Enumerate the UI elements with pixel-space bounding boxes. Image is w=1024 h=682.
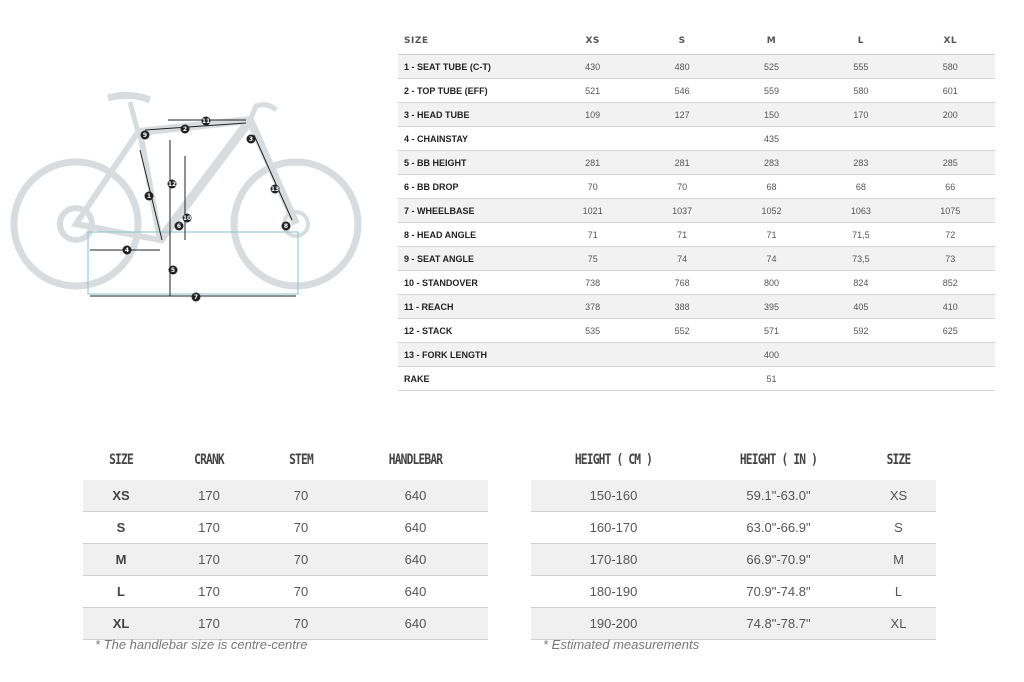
geometry-row-label: 7 - WHEELBASE	[398, 199, 548, 223]
geometry-row	[398, 295, 995, 319]
height-cell: 160-170	[531, 512, 696, 544]
geometry-row	[398, 319, 995, 343]
geometry-header-l: L	[816, 28, 905, 55]
height-header-size: SIZE	[886, 452, 911, 468]
geometry-row-label: 3 - HEAD TUBE	[398, 103, 548, 127]
marker-3	[247, 135, 256, 144]
geometry-cell	[906, 343, 995, 367]
components-cell: 640	[343, 512, 488, 544]
geometry-row-label: 5 - BB HEIGHT	[398, 151, 548, 175]
geometry-cell: 852	[906, 271, 995, 295]
geometry-row	[398, 223, 995, 247]
geometry-cell: 559	[727, 79, 816, 103]
geometry-header-size: SIZE	[398, 28, 548, 55]
svg-text:10: 10	[182, 215, 192, 222]
geometry-cell	[637, 343, 726, 367]
geometry-cell: 430	[548, 55, 637, 79]
marker-5	[169, 266, 178, 275]
height-header-cm: HEIGHT ( CM )	[574, 452, 653, 468]
geometry-row-label: 11 - REACH	[398, 295, 548, 319]
geometry-row-label: 10 - STANDOVER	[398, 271, 548, 295]
geometry-cell: 73	[906, 247, 995, 271]
components-row	[83, 544, 488, 576]
svg-text:4: 4	[124, 247, 130, 254]
geometry-cell: 800	[727, 271, 816, 295]
geometry-cell: 378	[548, 295, 637, 319]
geometry-cell: 625	[906, 319, 995, 343]
geometry-cell: 768	[637, 271, 726, 295]
svg-text:5: 5	[170, 267, 176, 274]
marker-9	[141, 131, 150, 140]
height-cell: 66.9"-70.9"	[696, 544, 861, 576]
components-cell: 640	[343, 480, 488, 512]
geometry-row	[398, 175, 995, 199]
geometry-cell: 580	[816, 79, 905, 103]
geometry-cell	[637, 367, 726, 391]
components-cell: 70	[259, 544, 343, 576]
geometry-cell: 68	[816, 175, 905, 199]
geometry-cell	[548, 343, 637, 367]
geometry-cell: 405	[816, 295, 905, 319]
geometry-cell: 200	[906, 103, 995, 127]
svg-text:1: 1	[146, 193, 152, 200]
geometry-row	[398, 199, 995, 223]
geometry-row	[398, 367, 995, 391]
geometry-cell: 824	[816, 271, 905, 295]
geometry-cell: 71,5	[816, 223, 905, 247]
frame-rear	[76, 132, 160, 240]
geometry-row-label: 1 - SEAT TUBE (C-T)	[398, 55, 548, 79]
geometry-cell	[637, 127, 726, 151]
components-cell: 170	[159, 480, 259, 512]
geometry-cell: 525	[727, 55, 816, 79]
svg-text:9: 9	[142, 132, 148, 139]
components-cell: XL	[83, 608, 159, 640]
geometry-cell: 71	[637, 223, 726, 247]
height-row	[531, 480, 936, 512]
geometry-cell: 109	[548, 103, 637, 127]
geometry-row	[398, 247, 995, 271]
components-cell: 70	[259, 576, 343, 608]
geometry-header-m: M	[727, 28, 816, 55]
svg-text:7: 7	[193, 294, 199, 301]
geometry-cell: 285	[906, 151, 995, 175]
geometry-cell: 150	[727, 103, 816, 127]
components-header-stem: STEM	[289, 452, 313, 468]
height-row	[531, 544, 936, 576]
height-cell: M	[861, 544, 936, 576]
geometry-cell: 1063	[816, 199, 905, 223]
geometry-row	[398, 79, 995, 103]
geometry-row-label: 6 - BB DROP	[398, 175, 548, 199]
geometry-row	[398, 55, 995, 79]
svg-text:8: 8	[283, 223, 289, 230]
components-row	[83, 512, 488, 544]
geometry-row-label: 8 - HEAD ANGLE	[398, 223, 548, 247]
height-cell: L	[861, 576, 936, 608]
geometry-cell: 480	[637, 55, 726, 79]
geometry-cell: 601	[906, 79, 995, 103]
components-cell: 640	[343, 544, 488, 576]
svg-text:12: 12	[167, 181, 177, 188]
components-cell: 170	[159, 608, 259, 640]
geometry-cell: 283	[727, 151, 816, 175]
geometry-cell: 281	[548, 151, 637, 175]
components-table	[83, 440, 488, 640]
geometry-cell: 738	[548, 271, 637, 295]
height-cell: 180-190	[531, 576, 696, 608]
geometry-row-label: 2 - TOP TUBE (EFF)	[398, 79, 548, 103]
height-row	[531, 576, 936, 608]
marker-2	[181, 125, 190, 134]
components-cell: 170	[159, 544, 259, 576]
geometry-row-label: RAKE	[398, 367, 548, 391]
geometry-cell: 170	[816, 103, 905, 127]
components-cell: S	[83, 512, 159, 544]
geometry-cell: 73,5	[816, 247, 905, 271]
geometry-row	[398, 127, 995, 151]
geometry-cell: 395	[727, 295, 816, 319]
geometry-cell: 552	[637, 319, 726, 343]
svg-text:3: 3	[248, 136, 254, 143]
components-cell: 170	[159, 512, 259, 544]
height-cell: 190-200	[531, 608, 696, 640]
height-cell: 170-180	[531, 544, 696, 576]
geometry-cell	[816, 367, 905, 391]
geometry-cell: 410	[906, 295, 995, 319]
svg-text:2: 2	[182, 126, 188, 133]
geometry-row-label: 13 - FORK LENGTH	[398, 343, 548, 367]
geometry-row	[398, 151, 995, 175]
geometry-cell: 400	[727, 343, 816, 367]
svg-text:6: 6	[176, 223, 182, 230]
geometry-cell: 75	[548, 247, 637, 271]
components-cell: M	[83, 544, 159, 576]
components-header-crank: CRANK	[194, 452, 224, 468]
geometry-cell: 68	[727, 175, 816, 199]
components-cell: 70	[259, 608, 343, 640]
geometry-row-label: 12 - STACK	[398, 319, 548, 343]
height-row	[531, 608, 936, 640]
geometry-cell: 571	[727, 319, 816, 343]
components-cell: L	[83, 576, 159, 608]
components-cell: 70	[259, 512, 343, 544]
components-cell: 640	[343, 608, 488, 640]
geometry-cell: 388	[637, 295, 726, 319]
geometry-row	[398, 343, 995, 367]
geometry-cell: 66	[906, 175, 995, 199]
marker-12	[168, 180, 177, 189]
height-cell: S	[861, 512, 936, 544]
wheelbase-box	[88, 232, 298, 294]
height-cell: XL	[861, 608, 936, 640]
geometry-cell: 70	[548, 175, 637, 199]
geometry-cell	[548, 127, 637, 151]
geometry-row-label: 4 - CHAINSTAY	[398, 127, 548, 151]
geometry-header-xs: XS	[548, 28, 637, 55]
height-cell: 70.9"-74.8"	[696, 576, 861, 608]
height-cell: 63.0"-66.9"	[696, 512, 861, 544]
geometry-cell: 71	[548, 223, 637, 247]
geometry-row-label: 9 - SEAT ANGLE	[398, 247, 548, 271]
height-cell: 74.8"-78.7"	[696, 608, 861, 640]
geometry-cell: 127	[637, 103, 726, 127]
components-cell: 70	[259, 480, 343, 512]
geometry-cell: 535	[548, 319, 637, 343]
components-row	[83, 576, 488, 608]
height-cell: XS	[861, 480, 936, 512]
geometry-cell: 1021	[548, 199, 637, 223]
geometry-header-xl: XL	[906, 28, 995, 55]
components-row	[83, 608, 488, 640]
geometry-cell	[816, 343, 905, 367]
components-cell: 640	[343, 576, 488, 608]
height-header-in: HEIGHT ( IN )	[739, 452, 818, 468]
geometry-cell	[906, 367, 995, 391]
marker-11	[202, 117, 211, 126]
marker-1	[145, 192, 154, 201]
geometry-header-row	[398, 28, 995, 55]
geometry-cell: 71	[727, 223, 816, 247]
geometry-cell: 281	[637, 151, 726, 175]
height-row	[531, 512, 936, 544]
estimated-note: * Estimated measurements	[543, 637, 700, 652]
geometry-cell	[816, 127, 905, 151]
height-cell: 59.1"-63.0"	[696, 480, 861, 512]
height-header-row	[531, 440, 936, 480]
handlebar-note: * The handlebar size is centre-centre	[95, 637, 308, 652]
geometry-cell: 74	[727, 247, 816, 271]
geometry-cell: 555	[816, 55, 905, 79]
geometry-row	[398, 103, 995, 127]
frame-top-down	[138, 120, 296, 224]
components-header-row	[83, 440, 488, 480]
geometry-cell: 435	[727, 127, 816, 151]
svg-text:13: 13	[270, 186, 280, 193]
geometry-cell: 51	[727, 367, 816, 391]
geometry-cell: 521	[548, 79, 637, 103]
geometry-cell: 74	[637, 247, 726, 271]
geometry-cell: 283	[816, 151, 905, 175]
components-header-size: SIZE	[109, 452, 133, 468]
geometry-cell: 1052	[727, 199, 816, 223]
geometry-cell: 72	[906, 223, 995, 247]
geometry-row	[398, 271, 995, 295]
geometry-table	[398, 28, 995, 391]
height-guide-table	[531, 440, 936, 640]
components-row	[83, 480, 488, 512]
geometry-cell: 1037	[637, 199, 726, 223]
marker-10	[183, 214, 192, 223]
marker-6	[175, 222, 184, 231]
marker-7	[192, 293, 201, 302]
geometry-cell	[906, 127, 995, 151]
geometry-header-s: S	[637, 28, 726, 55]
geometry-cell: 70	[637, 175, 726, 199]
bike-geometry-diagram	[10, 80, 380, 320]
marker-8	[282, 222, 291, 231]
components-header-handlebar: HANDLEBAR	[388, 452, 443, 468]
svg-text:11: 11	[201, 118, 211, 125]
height-cell: 150-160	[531, 480, 696, 512]
marker-4	[123, 246, 132, 255]
marker-13	[271, 185, 280, 194]
components-cell: 170	[159, 576, 259, 608]
components-cell: XS	[83, 480, 159, 512]
geometry-cell	[548, 367, 637, 391]
geometry-cell: 580	[906, 55, 995, 79]
geometry-cell: 1075	[906, 199, 995, 223]
geometry-cell: 546	[637, 79, 726, 103]
geometry-cell: 592	[816, 319, 905, 343]
